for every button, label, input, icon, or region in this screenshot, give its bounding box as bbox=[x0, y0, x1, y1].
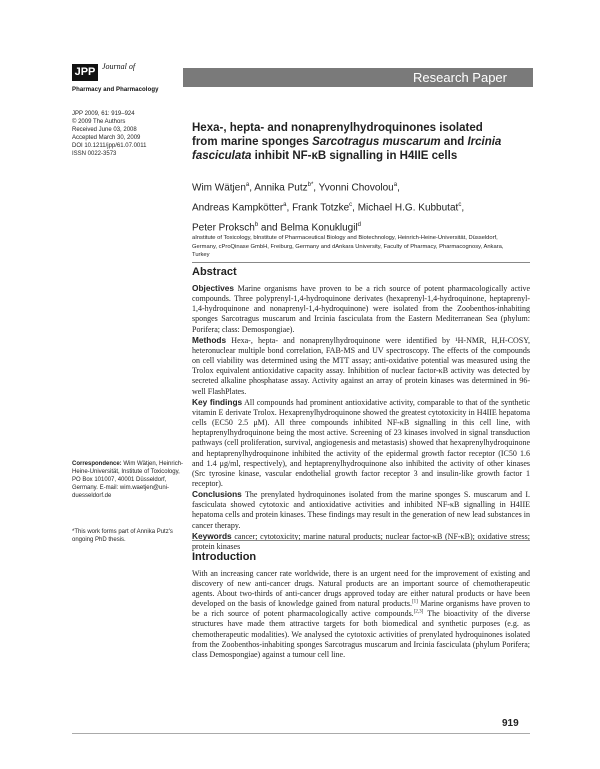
author-name: Peter Proksch bbox=[192, 221, 255, 233]
meta-line: Accepted March 30, 2009 bbox=[72, 135, 141, 141]
correspondence-label: Correspondence: bbox=[72, 461, 122, 467]
title-species-1: Sarcotragus muscarum bbox=[312, 136, 441, 148]
journal-logo: JPP bbox=[72, 64, 98, 81]
author-name: and Belma Konuklugil bbox=[258, 221, 358, 233]
title-text: inhibit NF-κB signalling in H4IIE cells bbox=[251, 150, 458, 162]
meta-line: Received June 03, 2008 bbox=[72, 127, 137, 133]
author-name: Wim Wätjen bbox=[192, 182, 246, 194]
abstract-objectives-heading: Objectives bbox=[192, 283, 234, 293]
title-text: Hexa-, hepta- and nonaprenylhydroquinones isolated from marine sponges bbox=[192, 122, 483, 148]
abstract-heading: Abstract bbox=[192, 266, 237, 278]
abstract-conclusions-heading: Conclusions bbox=[192, 489, 242, 500]
abstract-keywords-heading: Keywords bbox=[192, 530, 232, 541]
correspondence-text: Wim Wätjen, Heinrich-Heine-Universität, Institute of Toxicology, PO Box 101007, 40001 Düsseldorf, Germany. E-mail: wim.waetjen@uni-duesseldorf.de bbox=[72, 461, 184, 499]
page-number: 919 bbox=[502, 718, 519, 729]
author-list: Wim Wätjen$^a$, Annika Putz$^{b*}$, Yvonni Chovolou$^a$, Andreas Kampkötter$^a$, Frank Totzke$^c$, Michael H.G. Kubbutat$^c$, Peter Proksch$^b$ and Belma Konuklugil$^d$ bbox=[192, 182, 465, 233]
citation: [2,3] bbox=[413, 609, 424, 615]
introduction-heading: Introduction bbox=[192, 551, 257, 563]
divider bbox=[192, 262, 530, 263]
intro-text: The bioactivity of the diverse structures have made them attractive targets for both biomedical and synthetic purposes (e.g. as chemotherapeutic modalities). We analysed the cytotoxic activities of prenylated hydroquinones isolated from the Zoobenthos-inhabiting sponges Sarcotragus muscarum and Ircinia fasciculata (phylum Porifera; class Demospongiae) against a tumour cell line. bbox=[192, 609, 531, 659]
abstract-findings: All compounds had prominent antioxidative activity, comparable to that of the synthetic vitamin E derivate Trolox. Hexaprenylhydroquinone showed the greatest cytotoxicity in H4IIE hepatoma cells (EC50 2.5 μM). All three compounds inhibited NF-κB signalling in this cell line, with heptaprenylhydroquinone being the most active. Screening of 23 kinases involved in signal transduction pathways (cell proliferation, survival, angiogenesis and metastasis) showed that hexaprenylhydroquinone and heptaprenylhydroquinone inhibited the activity of the epidermal growth factor receptor (IC50 1.6 and 1.4 μg/ml, respectively), and heptaprenylhydroquinone also inhibited the activity of other kinases (Src tyrosine kinase, vascular endothelial growth factor receptor 3 and insulin-like growth factor 1 receptor). bbox=[192, 397, 530, 488]
abstract-conclusions: The prenylated hydroquinones isolated from the marine sponges S. muscarum and I. fasciculata showed cytotoxic and antioxidative activities and inhibited NF-κB signalling in H4IIE hepatoma cells and protein kinases. These findings may result in the generation of new lead substances in cancer therapy. bbox=[192, 490, 531, 530]
abstract-methods-heading: Methods bbox=[192, 334, 227, 345]
affiliations: aInstitute of Toxicology, bInstitute of Pharmaceutical Biology and Biotechnology, Heinrich-Heine-Universität, Düsseldorf, Germany, cProQinase GmbH, Freiburg, Germany and dAnkara University, Faculty of Pharmacy, Pharmacognosy, Ankara, Turkey bbox=[192, 235, 504, 258]
author-affil-mark: a bbox=[283, 201, 287, 208]
article-title bbox=[192, 121, 502, 163]
title-species-2: Ircinia fasciculata bbox=[192, 136, 502, 162]
introduction-body bbox=[192, 569, 530, 660]
intro-text: Marine organisms have proven to be a rich source of potent pharmacologically active compounds. bbox=[192, 599, 530, 619]
abstract-findings-heading: Key findings bbox=[192, 396, 243, 407]
abstract-keywords: cancer; cytotoxicity; marine natural products; nuclear factor-κB (NF-κB); oxidative stress; protein kinases bbox=[192, 531, 530, 551]
article-meta bbox=[72, 110, 182, 158]
author-affil-mark: c bbox=[458, 201, 462, 208]
meta-line: © 2009 The Authors bbox=[72, 119, 126, 125]
article-type-bar bbox=[183, 68, 533, 87]
intro-text: With an increasing cancer rate worldwide, there is an urgent need for the improvement of existing and discovery of new anti-cancer drugs. Natural products are an important source of chemotherapeutic agents. About two-thirds of anti-cancer drugs approved today are either natural products or have been developed on the basis of knowledge gained from natural products. bbox=[192, 569, 530, 609]
abstract-methods: Hexa-, hepta- and nonaprenylhydroquinone were identified by ¹H-NMR, H,H-COSY, heteronuclear multiple bond correlation, FAB-MS and UV spectroscopy. The effects of the compounds on cell viability was determined using the MTT assay; anti-oxidative potential was measured using the Trolox equivalent antioxidative capacity assay. Inhibition of nuclear factor-κB activity was detected by secreted alkaline phosphatase assay. Activity against an array of protein kinases was determined in 96-well FlashPlates. bbox=[192, 335, 531, 396]
footer-rule bbox=[72, 733, 530, 734]
citation: [1] bbox=[412, 599, 418, 605]
author-name: Andreas Kampkötter bbox=[192, 202, 284, 214]
author-affil-mark: d bbox=[357, 221, 362, 228]
abstract-objectives: Marine organisms have proven to be a rich source of potent pharmacologically active compounds. Three polyprenyl-1,4-hydroquinone derivates (hexaprenyl-1,4-hydroquinone, heptaprenyl-1,4-hydroquinone and nonaprenyl-1,4-hydroquinone) were isolated from the Zoobenthos-inhabiting sponges Sarcotragus muscarum and Ircinia fasciculata from the Eastern Mediterranean Sea (phylum: Porifera; class: Demospongiae). bbox=[192, 284, 531, 334]
author-note: *This work forms part of Annika Putz's ongoing PhD thesis. bbox=[72, 529, 173, 543]
author-name: , Frank Totzke bbox=[286, 202, 350, 214]
author-affil-mark: a bbox=[245, 182, 250, 188]
meta-line: JPP 2009, 61: 919–924 bbox=[72, 111, 135, 117]
author-affil-mark: b bbox=[254, 221, 259, 228]
author-name: , Michael H.G. Kubbutat bbox=[352, 202, 459, 214]
article-type-label: Research Paper bbox=[413, 70, 507, 85]
journal-script-title: Journal of bbox=[102, 62, 136, 71]
author-name: , Yvonni Chovolou bbox=[313, 182, 394, 194]
journal-name: Pharmacy and Pharmacology bbox=[72, 87, 159, 93]
author-affil-mark: a bbox=[393, 182, 398, 188]
meta-line: DOI 10.1211/jpp/61.07.0011 bbox=[72, 143, 147, 149]
author-affil-mark: b* bbox=[307, 182, 314, 188]
correspondence bbox=[72, 460, 184, 500]
author-name: , Annika Putz bbox=[249, 182, 308, 194]
divider bbox=[192, 540, 530, 541]
abstract-body bbox=[192, 283, 530, 552]
author-affil-mark: c bbox=[349, 201, 353, 208]
title-text: and bbox=[440, 136, 468, 148]
meta-line: ISSN 0022-3573 bbox=[72, 151, 117, 157]
